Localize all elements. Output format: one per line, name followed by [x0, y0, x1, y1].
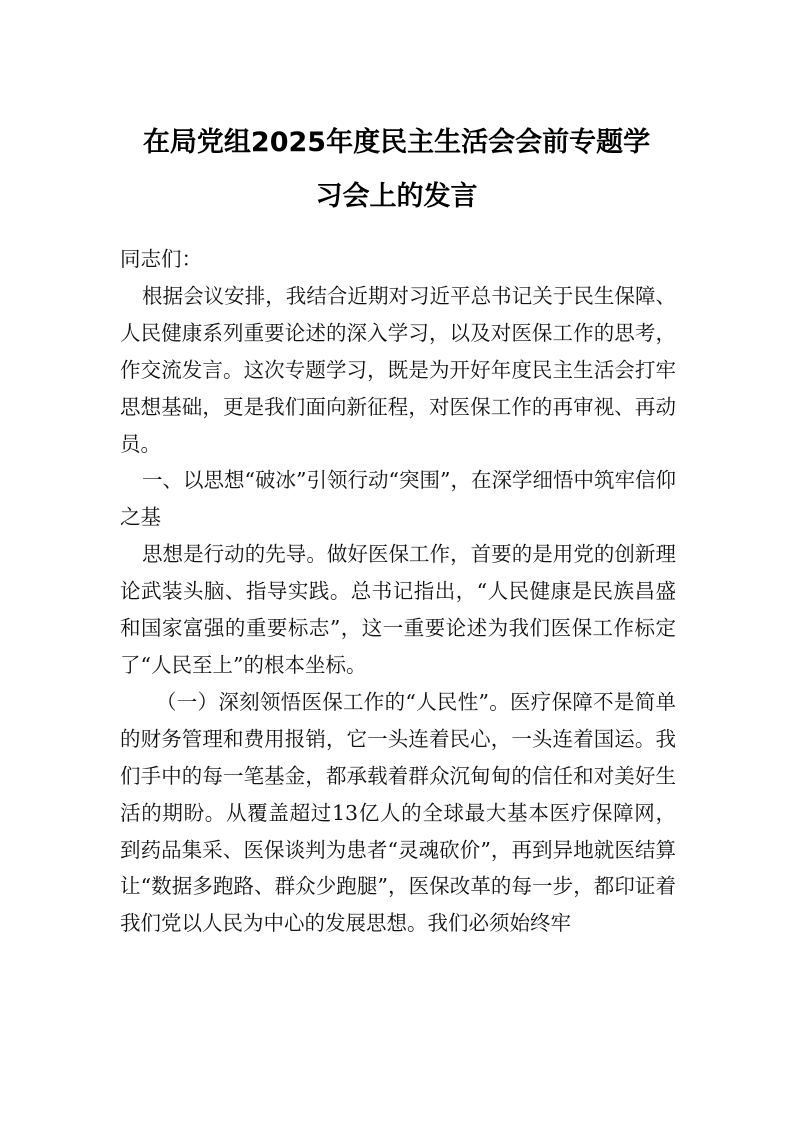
subsection-1: （一）深刻领悟医保工作的“人民性”。医疗保障不是简单的财务管理和费用报销，它一头连着民心，一头连着国运。我们手中的每一笔基金，都承载着群众沉甸甸的信任和对美好生活的期盼。从覆盖超过13亿人的全球最大基本医疗保障网，到药品集采、医保谈判为患者“灵魂砍价”，再到异地就医结算让“数据多跑路、群众少跑腿”，医保改革的每一步，都印证着我们党以人民为中心的发展思想。我们必须始终牢	[120, 689, 676, 936]
paragraph-thought: 思想是行动的先导。做好医保工作，首要的是用党的创新理论武装头脑、指导实践。总书记指出，“人民健康是民族昌盛和国家富强的重要标志”，这一重要论述为我们医保工作标定了“人民至上”的根本坐标。	[120, 542, 676, 677]
paragraph-intro: 根据会议安排，我结合近期对习近平总书记关于民生保障、人民健康系列重要论述的深入学习，以及对医保工作的思考，作交流发言。这次专题学习，既是为开好年度民主生活会打牢思想基础，更是我们面向新征程，对医保工作的再审视、再动员。	[120, 283, 676, 456]
document-body	[120, 241, 676, 942]
title-line-2: 习会上的发言	[315, 181, 478, 212]
document-title	[100, 116, 693, 224]
section-heading-1: 一、以思想“破冰”引领行动“突围”，在深学细悟中筑牢信仰之基	[120, 468, 676, 530]
salutation: 同志们：	[120, 247, 202, 271]
title-line-1: 在局党组2025年度民主生活会会前专题学	[142, 127, 651, 158]
